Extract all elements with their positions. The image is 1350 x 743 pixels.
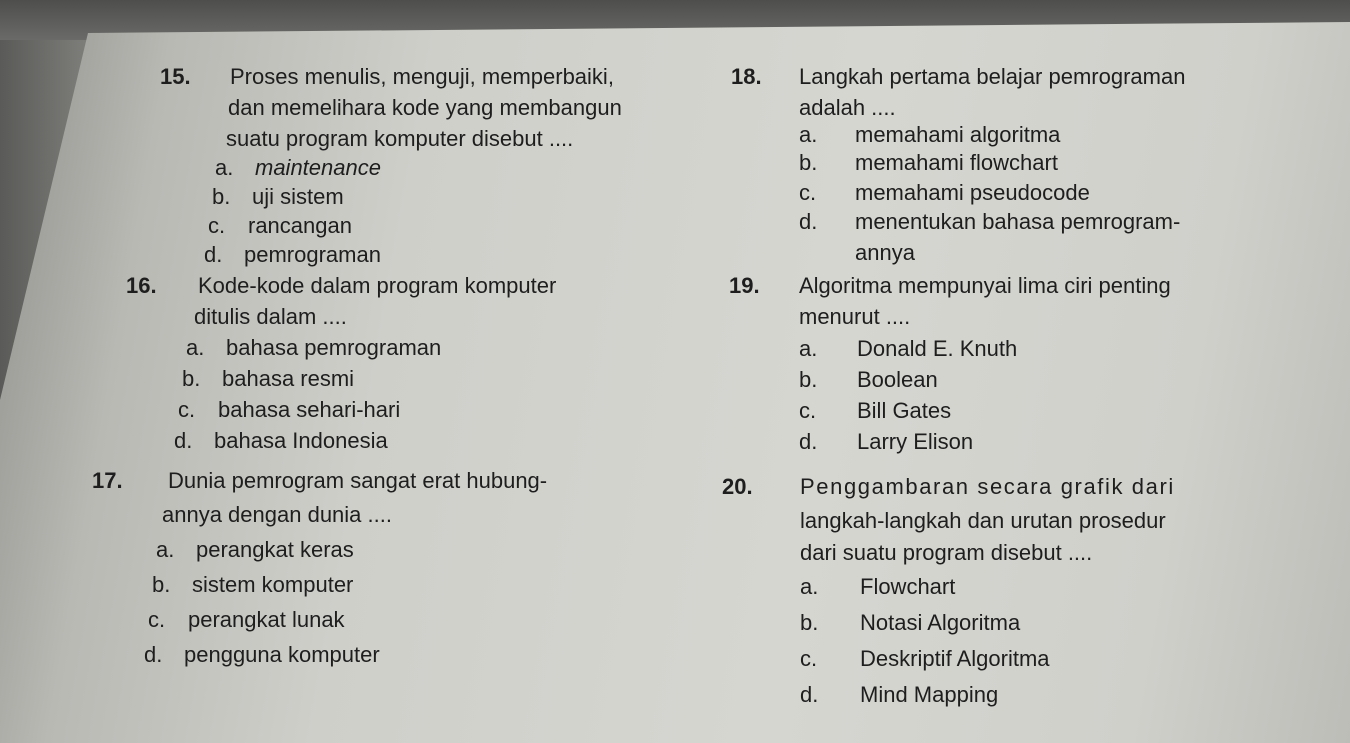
answer-option[interactable]: c. Deskriptif Algoritma [800, 646, 1050, 671]
question-number: 18. [731, 64, 762, 89]
question-number: 17. [92, 468, 123, 493]
question-16 [126, 271, 716, 461]
answer-option[interactable]: d. menentukan bahasa pemrogram- [799, 209, 1181, 234]
question-stem-line: Dunia pemrogram sangat erat hubung- [168, 468, 548, 493]
question-stem-line: ditulis dalam .... [194, 304, 347, 329]
question-stem-line: menurut .... [799, 304, 911, 329]
answer-option[interactable]: a. Donald E. Knuth [799, 336, 1018, 361]
answer-option[interactable]: d. bahasa Indonesia [174, 428, 388, 453]
answer-option[interactable]: c. perangkat lunak [148, 607, 345, 632]
answer-option[interactable]: b. uji sistem [212, 184, 344, 209]
question-stem-line: Algoritma mempunyai lima ciri penting [799, 273, 1171, 298]
answer-option[interactable]: c. bahasa sehari-hari [178, 397, 401, 422]
question-stem-line: langkah-langkah dan urutan prosedur [800, 508, 1166, 533]
option-continuation: annya [855, 240, 915, 265]
answer-option[interactable]: d. Mind Mapping [800, 682, 999, 707]
question-stem-line: Proses menulis, menguji, memperbaiki, [230, 64, 614, 89]
answer-option[interactable]: d. Larry Elison [799, 429, 974, 454]
question-stem-line: annya dengan dunia .... [162, 502, 392, 527]
answer-option[interactable]: a. Flowchart [800, 574, 956, 599]
answer-option[interactable]: b. Boolean [799, 367, 938, 392]
question-stem-line: dan memelihara kode yang membangun [228, 95, 622, 120]
question-number: 19. [729, 273, 760, 298]
answer-option[interactable]: a. maintenance [215, 155, 381, 180]
answer-option[interactable]: d. pengguna komputer [144, 642, 380, 667]
question-stem-line: Penggambaran secara grafik dari [800, 474, 1175, 499]
question-stem-line: Langkah pertama belajar pemrograman [799, 64, 1186, 89]
answer-option[interactable]: a. bahasa pemrograman [186, 335, 442, 360]
answer-option[interactable]: d. pemrograman [204, 242, 381, 267]
question-number: 20. [722, 474, 753, 499]
answer-option[interactable]: a. perangkat keras [156, 537, 354, 562]
answer-option[interactable]: c. memahami pseudocode [799, 180, 1090, 205]
question-stem-line: dari suatu program disebut .... [800, 540, 1093, 565]
question-19 [729, 271, 1299, 461]
answer-option[interactable]: b. sistem komputer [152, 572, 354, 597]
question-number: 16. [126, 273, 157, 298]
answer-option[interactable]: c. Bill Gates [799, 398, 952, 423]
question-stem-line: adalah .... [799, 95, 896, 120]
answer-option[interactable]: b. memahami flowchart [799, 150, 1058, 175]
question-stem-line: suatu program komputer disebut .... [226, 126, 574, 151]
question-15 [160, 62, 720, 267]
answer-option[interactable]: a. memahami algoritma [799, 122, 1061, 147]
answer-option[interactable]: c. rancangan [208, 213, 352, 238]
question-20 [722, 472, 1322, 722]
question-17 [92, 466, 712, 676]
question-number: 15. [160, 64, 191, 89]
answer-option[interactable]: b. Notasi Algoritma [800, 610, 1021, 635]
question-stem-line: Kode-kode dalam program komputer [198, 273, 557, 298]
answer-option[interactable]: b. bahasa resmi [182, 366, 355, 391]
question-18 [731, 62, 1291, 272]
